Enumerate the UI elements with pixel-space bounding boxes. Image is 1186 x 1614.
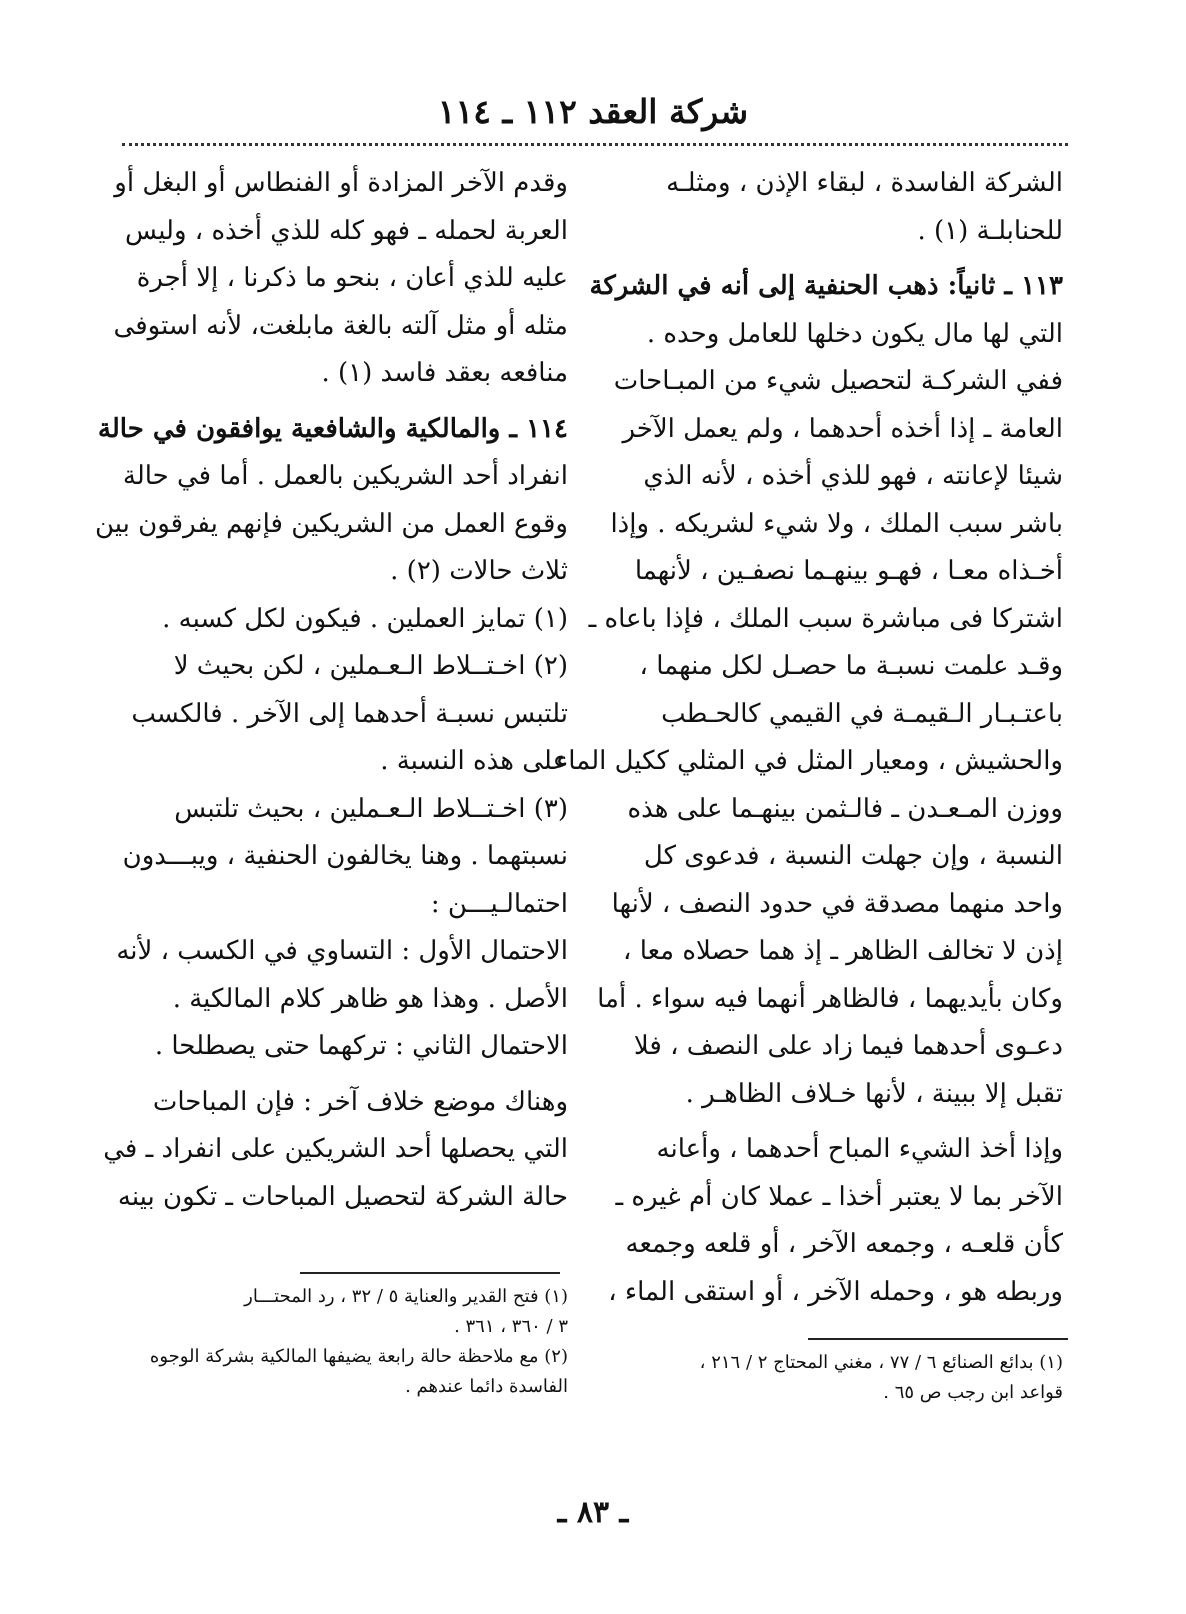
text-line: الآخر بما لا يعتبر أخذا ـ عملا كان أم غيره ـ [615,1181,1063,1212]
text-line: (٣) اخـتــلاط الـعـملين ، بحيث تلتبس [174,793,568,824]
text-line: وقـد علمت نسبـة ما حصـل لكل منهما ، [639,651,1063,681]
text-line: التي يحصلها أحد الشريكين على انفراد ـ في [103,1134,568,1164]
text-line: الاحتمال الأول : التساوي في الكسب ، لأنه [116,936,568,966]
text-line: النسبة ، وإن جهلت النسبة ، فدعوى كل [643,841,1063,871]
text-line: (٢) اخـتــلاط الـعـملين ، لكن بحيث لا [173,651,568,681]
text-line: باعتـبـار الـقيمـة في القيمي كالحـطب [661,698,1063,729]
text-line: انفراد أحد الشريكين بالعمل . أما في حالة [122,461,568,491]
footnote-line: (١) فتح القدير والعناية ٥ / ٣٢ ، رد المحتـــار [244,1286,568,1307]
text-line: العربة لحمله ـ فهو كله للذي أخذه ، وليس [125,215,568,246]
text-line: تلتبس نسبـة أحدهما إلى الآخر . فالكسب [131,698,568,729]
text-line: مثله أو مثل آلته بالغة مابلغت، لأنه استوفى [113,310,568,341]
right-column [556,160,1063,1316]
text-line: الأصل . وهذا هو ظاهر كلام المالكية . [172,983,568,1014]
section-114-heading-line: ١١٤ ـ والمالكية والشافعية يوافقون في حالة [97,413,568,444]
text-line: ووزن المـعـدن ـ فالـثمن بينهـما على هذه [627,793,1063,824]
footnotes-left [118,1282,568,1402]
text-line: باشر سبب الملك ، ولا شيء لشريكه . وإذا [610,508,1063,539]
footnote-line: (١) بدائع الصنائع ٦ / ٧٧ ، مغني المحتاج ٢ / ٢١٦ ، [699,1352,1063,1373]
text-line: اشتركا فى مباشرة سبب الملك ، فإذا باعاه ـ [588,603,1063,634]
text-line: وإذا أخذ الشيء المباح أحدهما ، وأعانه [656,1134,1063,1164]
text-line: وهناك موضع خلاف آخر : فإن المباحات [152,1086,568,1117]
text-line: منافعه بعقد فاسد (١) . [321,358,568,388]
text-line: وقدم الآخر المزادة أو الفنطاس أو البغل أو [114,168,568,198]
header-dotted-rule [122,143,1068,146]
footnote-line: قواعد ابن رجب ص ٦٥ . [883,1382,1063,1403]
text-line: التي لها مال يكون دخلها للعامل وحده . [646,318,1063,349]
text-line: وربطه هو ، وحمله الآخر ، أو استقى الماء ، [608,1276,1063,1307]
text-line: عليه للذي أعان ، بنحو ما ذكرنا ، إلا أجرة [136,263,568,293]
text-line: على هذه النسبة . [380,746,568,776]
text-line: الاحتمال الثاني : تركهما حتى يصطلحا . [154,1031,568,1061]
text-line: حالة الشركة لتحصيل المباحات ـ تكون بينه [117,1181,568,1212]
page-header-title: شركة العقد ١١٢ ـ ١١٤ [437,92,749,131]
text-line: دعـوى أحدهما فيما زاد على النصف ، فلا [633,1031,1063,1061]
text-line: احتمالـيـــن : [430,888,568,919]
footnote-line: ٣ / ٣٦٠ ، ٣٦١ . [454,1316,568,1337]
left-column [94,160,568,1221]
footnote-rule-right [808,1338,1068,1340]
text-line: (١) تمايز العملين . فيكون لكل كسبه . [162,603,568,634]
text-line: للحنابلـة (١) . [917,215,1063,246]
text-line: وكان بأيديهما ، فالظاهر أنهما فيه سواء . أما [597,983,1063,1014]
page-number: ـ ٨٣ ـ [557,1495,629,1530]
section-113-heading-line: ١١٣ ـ ثانياً: ذهب الحنفية إلى أنه في الشركة [589,271,1063,301]
text-line: واحد منهما مصدقة في حدود النصف ، لأنها [611,888,1063,919]
text-line: والحشيش ، ومعيار المثل في المثلي ككيل الماء [556,746,1063,776]
footnotes-right [613,1348,1063,1408]
footnote-line: (٢) مع ملاحظة حالة رابعة يضيفها المالكية بشركة الوجوه [149,1346,568,1367]
footnote-line: الفاسدة دائما عندهم . [405,1376,568,1397]
text-line: تقبل إلا ببينة ، لأنها خـلاف الظاهـر . [685,1078,1063,1109]
text-line: كأن قلعـه ، وجمعه الآخر ، أو قلعه وجمعه [625,1229,1063,1259]
text-line: إذن لا تخالف الظاهر ـ إذ هما حصلاه معا ، [623,936,1063,966]
text-line: العامة ـ إذا أخذه أحدهما ، ولم يعمل الآخر [622,413,1063,444]
text-line: الشركة الفاسدة ، لبقاء الإذن ، ومثلـه [666,168,1063,198]
text-line: ثلاث حالات (٢) . [390,556,568,586]
footnote-rule-left [300,1272,560,1274]
text-line: ففي الشركـة لتحصيل شيء من المبـاحات [613,366,1063,396]
text-line: وقوع العمل من الشريكين فإنهم يفرقون بين [94,508,568,539]
text-line: أخـذاه معـا ، فهـو بينهـما نصفـين ، لأنهما [634,556,1063,586]
text-line: نسبتهما . وهنا يخالفون الحنفية ، ويبـــدون [122,841,568,871]
text-line: شيئا لإعانته ، فهو للذي أخذه ، لأنه الذي [643,461,1063,491]
